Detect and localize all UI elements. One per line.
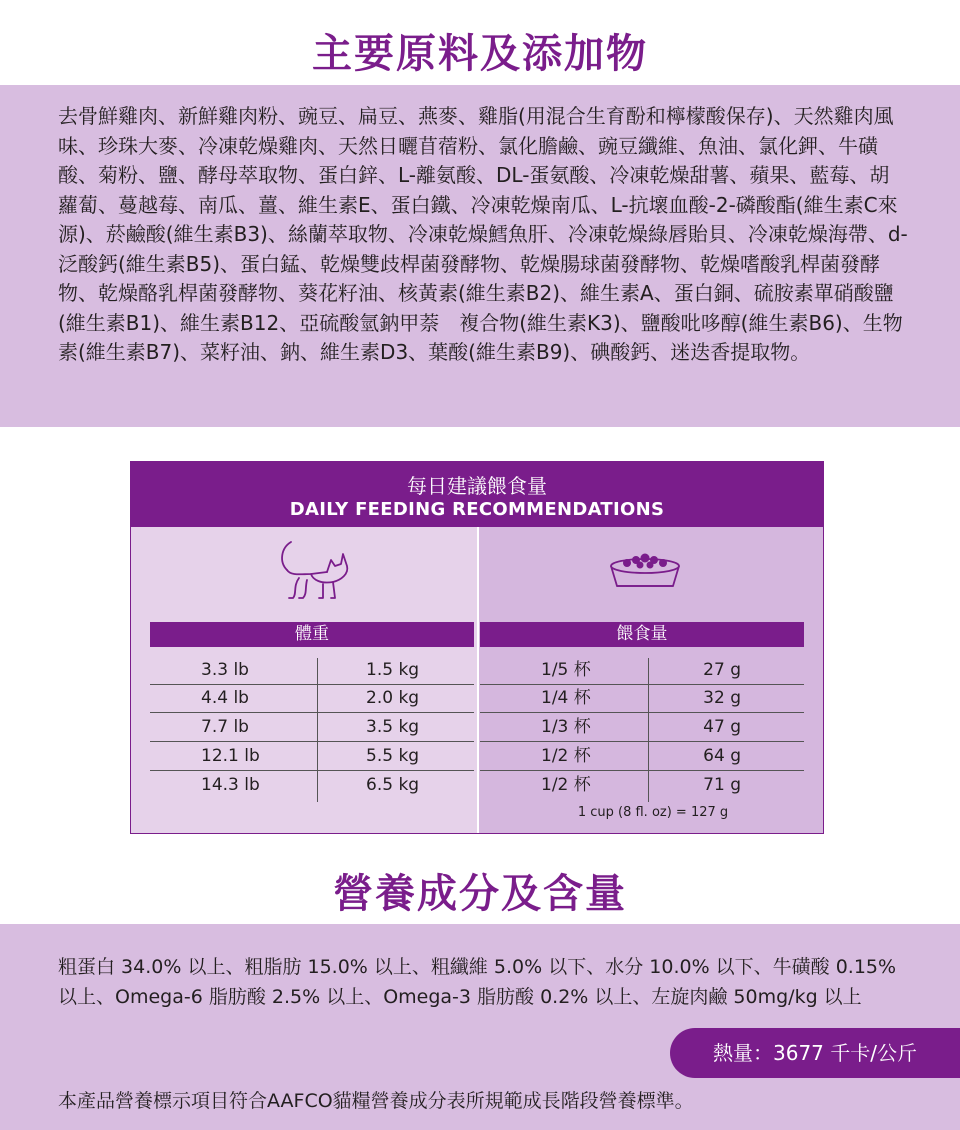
feeding-title-en: DAILY FEEDING RECOMMENDATIONS xyxy=(289,499,665,520)
nutrition-text: 粗蛋白 34.0% 以上、粗脂肪 15.0% 以上、粗纖維 5.0% 以下、水分 10.0% 以下、牛磺酸 0.15% 以上、Omega-6 脂肪酸 2.5% 以上、Omega-3 脂肪酸 0.2% 以上、左旋肉鹼 50mg/kg 以上 xyxy=(58,956,897,1008)
weight-kg: 3.5 kg xyxy=(366,717,420,737)
calorie-badge: 熱量：3677 千卡/公斤 xyxy=(670,1028,960,1078)
food-cup: 1/2 杯 xyxy=(541,746,591,766)
weight-lb: 7.7 lb xyxy=(201,717,249,737)
food-grams: 71 g xyxy=(703,775,741,795)
feeding-header xyxy=(131,462,823,527)
food-grams: 47 g xyxy=(703,717,741,737)
weight-lb: 3.3 lb xyxy=(201,660,249,680)
feeding-title-zh: 每日建議餵食量 xyxy=(407,474,547,498)
weight-kg: 6.5 kg xyxy=(366,775,420,795)
food-cup: 1/2 杯 xyxy=(541,775,591,795)
cup-conversion-note: 1 cup (8 fl. oz) = 127 g xyxy=(577,805,729,820)
table-row xyxy=(131,713,823,741)
weight-kg: 1.5 kg xyxy=(366,660,420,680)
table-row xyxy=(131,656,823,684)
nutrition-title: 營養成分及含量 xyxy=(333,871,627,917)
food-bowl-icon xyxy=(605,548,685,593)
food-cup: 1/5 杯 xyxy=(541,660,591,680)
food-grams: 32 g xyxy=(703,688,741,708)
food-cup: 1/4 杯 xyxy=(541,688,591,708)
weight-lb: 4.4 lb xyxy=(201,688,249,708)
food-header: 餵食量 xyxy=(480,622,804,647)
feeding-table xyxy=(130,461,824,834)
weight-kg: 5.5 kg xyxy=(366,746,420,766)
weight-lb: 14.3 lb xyxy=(201,775,260,795)
table-row xyxy=(131,684,823,712)
food-cup: 1/3 杯 xyxy=(541,717,591,737)
weight-lb: 12.1 lb xyxy=(201,746,260,766)
ingredients-title: 主要原料及添加物 xyxy=(312,31,648,77)
weight-kg: 2.0 kg xyxy=(366,688,420,708)
food-grams: 27 g xyxy=(703,660,741,680)
food-grams: 64 g xyxy=(703,746,741,766)
table-row xyxy=(131,742,823,770)
aafco-footnote: 本產品營養標示項目符合AAFCO貓糧營養成分表所規範成長階段營養標準。 xyxy=(58,1090,694,1112)
table-row xyxy=(131,771,823,799)
ingredients-text: 去骨鮮雞肉、新鮮雞肉粉、豌豆、扁豆、燕麥、雞脂(用混合生育酚和檸檬酸保存)、天然雞肉風味、珍珠大麥、冷凍乾燥雞肉、天然日曬苜蓿粉、氯化膽鹼、豌豆纖維、魚油、氯化鉀、牛磺酸、菊粉、鹽、酵母萃取物、蛋白鋅、L-離氨酸、DL-蛋氨酸、冷凍乾燥甜薯、蘋果、藍莓、胡蘿蔔、蔓越莓、南瓜、薑、維生素E、蛋白鐵、冷凍乾燥南瓜、L-抗壞血酸-2-磷酸酯(維生素C來源)、菸鹼酸(維生素B3)、絲蘭萃取物、冷凍乾燥鱈魚肝、冷凍乾燥綠唇貽貝、冷凍乾燥海帶、d-泛酸鈣(維生素B5)、蛋白錳、乾燥雙歧桿菌發酵物、乾燥腸球菌發酵物、乾燥嗜酸乳桿菌發酵物、乾燥酪乳桿菌發酵物、葵花籽油、核黃素(維生素B2)、維生素A、蛋白銅、硫胺素單硝酸鹽(維生素B1)、維生素B12、亞硫酸氫鈉甲萘 複合物(維生素K3)、鹽酸吡哆醇(維生素B6)、生物素(維生素B7)、菜籽油、鈉、維生素D3、葉酸(維生素B9)、碘酸鈣、迷迭香提取物。 xyxy=(58,104,908,364)
weight-header: 體重 xyxy=(150,622,474,647)
cat-icon xyxy=(271,534,361,614)
